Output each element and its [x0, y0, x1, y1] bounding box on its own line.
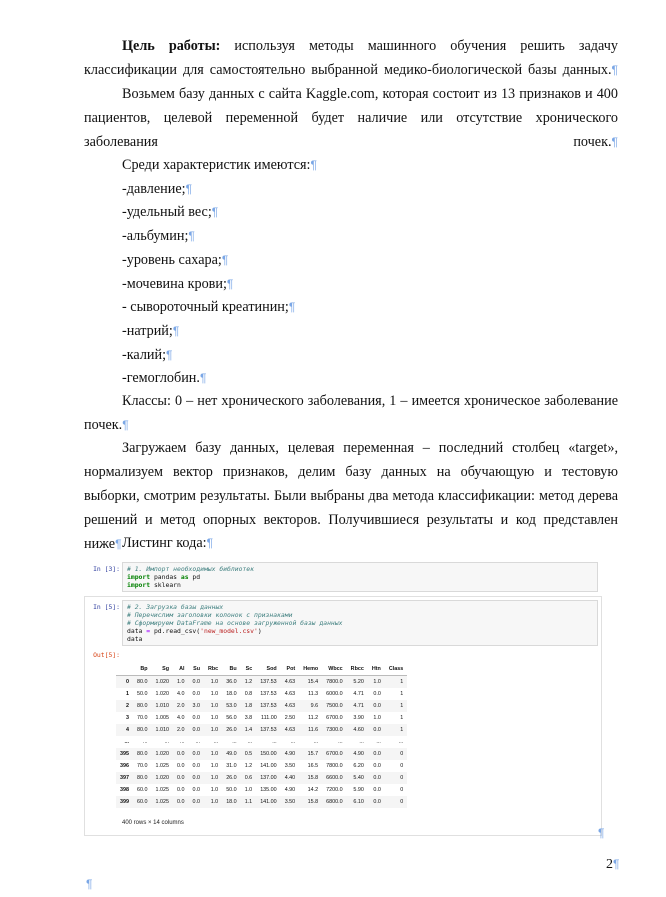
- table-cell: 0.0: [192, 751, 200, 757]
- column-header: Rbcc: [347, 663, 368, 676]
- table-cell: 0.0: [373, 751, 381, 757]
- table-cell: 70.0: [137, 715, 148, 721]
- pilcrow-mark: ¶: [611, 135, 618, 149]
- table-cell: ...: [164, 739, 169, 745]
- table-cell: 6700.0: [326, 715, 343, 721]
- table-cell: 60.0: [137, 799, 148, 805]
- row-index: 4: [126, 727, 129, 733]
- column-header: Htn: [368, 663, 385, 676]
- column-header: Pot: [281, 663, 300, 676]
- table-cell: 1.2: [244, 763, 253, 769]
- table-cell: 0: [400, 787, 404, 793]
- table-cell: ...: [195, 739, 200, 745]
- table-row: [116, 748, 407, 760]
- feature-item: -мочевина крови;¶: [122, 276, 234, 292]
- table-cell: 1.0: [373, 679, 381, 685]
- table-cell: 4.60: [353, 727, 364, 733]
- column-header: Sc: [241, 663, 257, 676]
- table-cell: 3.50: [284, 763, 296, 769]
- table-cell: 0.0: [192, 679, 200, 685]
- table-cell: 0.0: [192, 799, 200, 805]
- table-cell: 7500.0: [326, 703, 343, 709]
- row-index: 3: [126, 715, 129, 721]
- in-prompt: In [3]:: [93, 565, 120, 573]
- table-cell: 7800.0: [326, 679, 343, 685]
- code-cell-load[interactable]: [86, 600, 598, 648]
- table-cell: 6.20: [353, 763, 364, 769]
- table-cell: 1.020: [155, 691, 169, 697]
- table-cell: 4.90: [284, 751, 296, 757]
- table-cell: 0.0: [373, 703, 381, 709]
- feature-item: -удельный вес;¶: [122, 204, 219, 220]
- table-cell: ...: [376, 739, 381, 745]
- row-index: 0: [126, 679, 129, 685]
- table-row: [116, 712, 407, 724]
- table-cell: ...: [398, 739, 404, 745]
- table-cell: 137.53: [260, 703, 277, 709]
- column-header: Bu: [222, 663, 241, 676]
- row-index: 396: [120, 763, 129, 769]
- table-cell: 1.2: [244, 679, 253, 685]
- table-row: [116, 688, 407, 700]
- table-cell: 0.0: [177, 763, 185, 769]
- table-cell: 56.0: [226, 715, 237, 721]
- table-cell: 11.2: [308, 715, 319, 721]
- table-cell: 0.0: [192, 715, 200, 721]
- table-cell: ...: [359, 739, 364, 745]
- column-header: Su: [189, 663, 205, 676]
- feature-item: - сывороточный креатинин;¶: [122, 299, 296, 315]
- table-cell: 6600.0: [326, 775, 343, 781]
- column-header: Hemo: [299, 663, 322, 676]
- table-cell: 0.0: [373, 799, 381, 805]
- table-cell: 111.00: [261, 715, 277, 721]
- table-cell: 0.0: [192, 787, 200, 793]
- table-cell: 0.0: [177, 775, 185, 781]
- feature-item: -натрий;¶: [122, 323, 180, 339]
- row-index: 1: [126, 691, 129, 697]
- goal-text: используя методы машинного обучения решить задачу классификации для самостоятельно выбранной медико-биологической базы данных.: [84, 38, 618, 78]
- table-cell: 7200.0: [326, 787, 343, 793]
- table-cell: 0.0: [373, 775, 381, 781]
- table-cell: 4.63: [284, 679, 296, 685]
- table-cell: 53.0: [226, 703, 237, 709]
- table-cell: 3.50: [284, 799, 296, 805]
- table-cell: 70.0: [137, 763, 148, 769]
- column-header: Wbcc: [322, 663, 347, 676]
- table-row: [116, 772, 407, 784]
- table-cell: 0.0: [177, 751, 185, 757]
- table-row: [116, 760, 407, 772]
- table-cell: 1.8: [244, 703, 253, 709]
- table-cell: 7300.0: [326, 727, 343, 733]
- table-cell: 4.90: [284, 787, 296, 793]
- table-cell: 5.90: [353, 787, 364, 793]
- table-cell: 4.63: [284, 727, 296, 733]
- classes-paragraph: Классы: 0 – нет хронического заболевания, 1 – имеется хроническое заболевание почек.¶: [84, 393, 618, 433]
- table-cell: 80.0: [137, 751, 148, 757]
- table-cell: 5.20: [353, 679, 364, 685]
- table-cell: 18.0: [226, 799, 237, 805]
- table-cell: 1.005: [155, 715, 169, 721]
- table-cell: 6.10: [353, 799, 364, 805]
- table-row: [116, 784, 407, 796]
- table-cell: 80.0: [137, 775, 148, 781]
- table-cell: 6700.0: [326, 751, 343, 757]
- table-cell: ...: [272, 739, 277, 745]
- table-cell: 4.0: [177, 715, 185, 721]
- table-row: [116, 796, 407, 808]
- table-cell: 80.0: [137, 727, 148, 733]
- table-cell: 1.025: [155, 763, 169, 769]
- table-cell: 1.020: [155, 775, 169, 781]
- table-cell: 14.2: [307, 787, 319, 793]
- table-cell: 141.00: [260, 799, 277, 805]
- row-index: ...: [124, 739, 129, 745]
- table-cell: 0.0: [177, 799, 185, 805]
- table-cell: 49.0: [226, 751, 237, 757]
- code-input[interactable]: # 1. Импорт необходимых библиотек import pandas as pd import sklearn: [122, 562, 598, 592]
- table-cell: 0.6: [244, 775, 253, 781]
- row-index: 2: [126, 703, 129, 709]
- table-cell: 141.00: [260, 763, 277, 769]
- column-header: [116, 663, 133, 676]
- table-cell: 0: [400, 763, 404, 769]
- table-cell: 1.0: [210, 703, 219, 709]
- table-cell: 0.0: [192, 727, 200, 733]
- column-header: Rbc: [204, 663, 222, 676]
- feature-item: -калий;¶: [122, 347, 173, 363]
- dataframe-table: [116, 663, 407, 808]
- table-cell: 18.0: [226, 691, 237, 697]
- table-cell: 1.020: [155, 679, 169, 685]
- column-header: Sod: [256, 663, 281, 676]
- table-cell: 15.4: [307, 679, 319, 685]
- goal-paragraph: [84, 34, 618, 82]
- table-cell: 1: [400, 727, 404, 733]
- pilcrow-mark: ¶: [86, 877, 93, 891]
- table-cell: 11.3: [308, 691, 319, 697]
- row-index: 399: [120, 799, 129, 805]
- table-cell: 3.0: [192, 703, 200, 709]
- table-cell: 2.0: [177, 703, 185, 709]
- table-cell: 15.7: [307, 751, 319, 757]
- table-cell: 1.0: [373, 715, 381, 721]
- in-prompt: In [5]:: [93, 603, 120, 611]
- table-cell: ...: [180, 739, 185, 745]
- table-cell: 9.6: [310, 703, 319, 709]
- table-cell: 15.8: [307, 799, 319, 805]
- features-header: Среди характеристик имеются:¶: [122, 157, 317, 173]
- table-cell: 4.90: [353, 751, 364, 757]
- code-cell-imports[interactable]: [86, 562, 598, 594]
- table-cell: 6000.0: [326, 691, 343, 697]
- table-cell: 1.0: [210, 763, 219, 769]
- column-header: Class: [385, 663, 407, 676]
- table-cell: 2.50: [284, 715, 296, 721]
- table-cell: 2.0: [177, 727, 185, 733]
- column-header: Al: [173, 663, 189, 676]
- table-cell: 0.0: [373, 763, 381, 769]
- feature-item: -гемоглобин.¶: [122, 370, 207, 386]
- table-cell: 1: [400, 691, 404, 697]
- table-cell: 1.0: [210, 727, 219, 733]
- table-cell: 1.0: [210, 799, 219, 805]
- table-body: [116, 676, 407, 809]
- table-row: [116, 724, 407, 736]
- table-cell: 0.0: [373, 787, 381, 793]
- table-cell: 0: [400, 751, 404, 757]
- table-row: [116, 736, 407, 748]
- table-cell: 3.90: [353, 715, 364, 721]
- table-cell: ...: [143, 739, 148, 745]
- table-cell: 11.6: [308, 727, 319, 733]
- table-cell: 1.0: [177, 679, 185, 685]
- listing-label: Листинг кода:¶: [122, 535, 214, 551]
- table-cell: ...: [232, 739, 237, 745]
- pilcrow-mark: ¶: [611, 63, 618, 77]
- row-index: 397: [120, 775, 129, 781]
- table-cell: 1.4: [244, 727, 253, 733]
- table-cell: 4.40: [284, 775, 296, 781]
- table-cell: 4.63: [284, 703, 296, 709]
- dataset-paragraph: [84, 82, 618, 154]
- table-cell: 137.53: [260, 727, 277, 733]
- goal-label: Цель работы:: [122, 38, 221, 54]
- row-index: 398: [120, 787, 129, 793]
- table-row: [116, 700, 407, 712]
- table-cell: 1.0: [210, 715, 219, 721]
- table-cell: 0.0: [373, 727, 381, 733]
- table-cell: 26.0: [226, 775, 237, 781]
- table-cell: 0: [400, 799, 404, 805]
- table-cell: 0.0: [192, 763, 200, 769]
- table-cell: ...: [290, 739, 296, 745]
- table-cell: 4.71: [353, 703, 364, 709]
- table-cell: 0.0: [373, 691, 381, 697]
- code-input[interactable]: # 2. Загрузка базы данных # Перечислим заголовки колонок с признаками # Сформируем DataFrame на основе загруженной базы данных data = pd.read_csv('new_model.csv') data: [122, 600, 598, 646]
- table-cell: 0.0: [192, 691, 200, 697]
- table-cell: ...: [213, 739, 219, 745]
- table-row: [116, 676, 407, 689]
- table-cell: 5.40: [353, 775, 364, 781]
- feature-item: -давление;¶: [122, 181, 193, 197]
- pilcrow-mark: ¶: [598, 826, 605, 840]
- table-cell: ...: [313, 739, 319, 745]
- table-cell: 60.0: [137, 787, 148, 793]
- table-cell: 1.0: [210, 691, 219, 697]
- table-cell: ...: [338, 739, 343, 745]
- table-cell: 50.0: [137, 691, 148, 697]
- column-header: Sg: [152, 663, 174, 676]
- table-cell: 80.0: [137, 703, 148, 709]
- table-cell: 1.025: [155, 799, 169, 805]
- table-cell: 1.1: [244, 799, 253, 805]
- table-cell: 1.0: [244, 787, 253, 793]
- table-cell: ...: [247, 739, 253, 745]
- table-cell: 80.0: [137, 679, 148, 685]
- table-cell: 137.53: [260, 679, 277, 685]
- dataframe-summary: 400 rows × 14 columns: [122, 820, 184, 826]
- method-paragraph: Загружаем базу данных, целевая переменная – последний столбец «target», нормализуем вектор признаков, делим базу данных на обучающую и тестовую выборки, смотрим результаты. Были выбраны два метода классификации: метод дерева решений и метод опорных векторов. Получившиеся результаты и код представлен ниже¶: [84, 440, 618, 552]
- table-cell: 1: [400, 679, 404, 685]
- table-cell: 0.0: [192, 775, 200, 781]
- table-cell: 137.00: [260, 775, 277, 781]
- feature-item: -альбумин;¶: [122, 228, 195, 244]
- table-cell: 36.0: [226, 679, 237, 685]
- table-cell: 15.8: [307, 775, 319, 781]
- table-cell: 1.0: [210, 775, 219, 781]
- table-cell: 4.63: [284, 691, 296, 697]
- table-cell: 1: [400, 715, 404, 721]
- table-cell: 50.0: [226, 787, 237, 793]
- table-cell: 31.0: [226, 763, 237, 769]
- row-index: 395: [120, 751, 129, 757]
- table-cell: 0.0: [177, 787, 185, 793]
- table-cell: 4.71: [353, 691, 364, 697]
- table-header-row: [116, 663, 407, 676]
- table-cell: 1: [400, 703, 404, 709]
- table-cell: 3.8: [244, 715, 253, 721]
- table-cell: 4.0: [177, 691, 185, 697]
- table-cell: 135.00: [260, 787, 277, 793]
- dataframe-output: [116, 663, 407, 808]
- table-cell: 0: [400, 775, 404, 781]
- table-cell: 7800.0: [326, 763, 343, 769]
- table-cell: 150.00: [260, 751, 277, 757]
- table-cell: 137.53: [260, 691, 277, 697]
- column-header: Bp: [133, 663, 152, 676]
- table-cell: 1.010: [155, 727, 169, 733]
- table-cell: 1.0: [210, 679, 219, 685]
- out-prompt: Out[5]:: [93, 651, 120, 659]
- feature-item: -уровень сахара;¶: [122, 252, 229, 268]
- table-cell: 6800.0: [326, 799, 343, 805]
- table-cell: 1.025: [155, 787, 169, 793]
- table-cell: 16.5: [307, 763, 319, 769]
- table-cell: 0.8: [244, 691, 253, 697]
- table-cell: 1.020: [155, 751, 169, 757]
- table-cell: 1.0: [210, 751, 219, 757]
- table-cell: 1.0: [210, 787, 219, 793]
- table-cell: 26.0: [226, 727, 237, 733]
- table-cell: 0.5: [244, 751, 253, 757]
- page-number: 2¶: [606, 857, 620, 872]
- table-cell: 1.010: [155, 703, 169, 709]
- dataset-text: Возьмем базу данных с сайта Kaggle.com, которая состоит из 13 признаков и 400 пациентов, целевой переменной будет наличие или отсутствие хронического заболевания почек.: [84, 86, 618, 150]
